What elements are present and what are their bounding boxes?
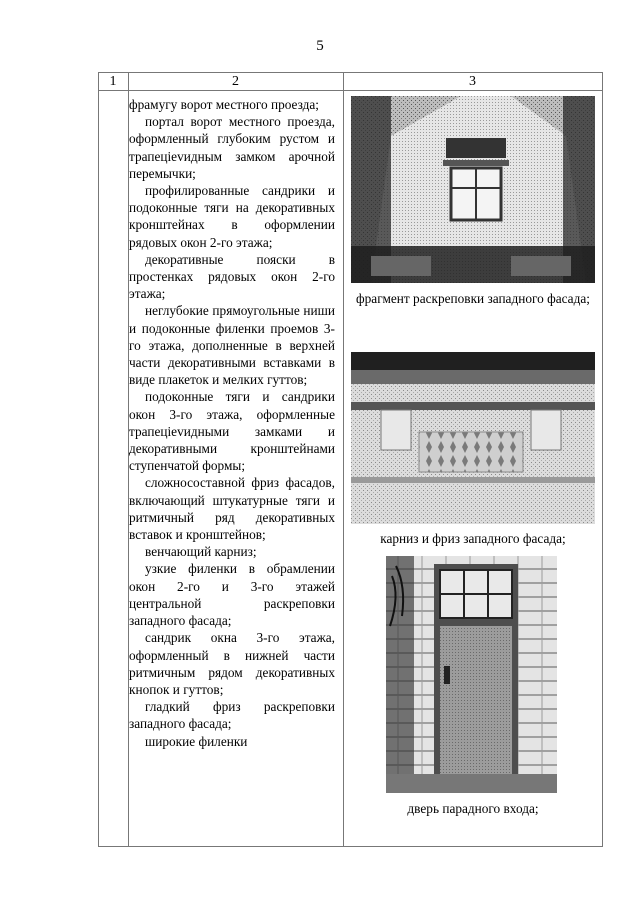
table-header-divider	[98, 90, 603, 91]
description-item: подоконные тяги и сандрики окон 3-го этажа, оформленные трапецievидными замками и декоративными кронштейнами ступенчатой формы;	[129, 389, 335, 474]
description-item: широкие филенки	[145, 733, 248, 749]
photo-caption: карниз и фриз западного фасада;	[380, 531, 566, 546]
header-col-3: 3	[469, 74, 476, 89]
facade-fragment-photo	[351, 96, 595, 283]
description-text	[129, 96, 335, 750]
table-column-divider	[343, 72, 344, 847]
description-item: венчающий карниз;	[145, 544, 257, 560]
photo-caption: дверь парадного входа;	[407, 801, 539, 816]
description-item: фрамугу ворот местного проезда;	[129, 97, 319, 112]
header-col-2: 2	[232, 74, 239, 89]
description-item: декоративные пояски в простенках рядовых окон 2-го этажа;	[129, 251, 335, 302]
header-col-1: 1	[109, 74, 117, 89]
table-border-bottom	[98, 846, 603, 847]
description-item: неглубокие прямоугольные ниши и подоконные филенки проемов 3-го этажа, дополненные в верхней части декоративными вставками в виде плакеток и мелких гуттов;	[129, 303, 335, 388]
cornice-frieze-photo	[351, 342, 595, 524]
description-item: профилированные сандрики и подоконные тяги на декоративных кронштейнах в оформлении рядовых окон 2-го этажа;	[129, 183, 335, 250]
table-border-left	[98, 72, 99, 847]
description-item: сандрик окна 3-го этажа, оформленный в нижней части ритмичным рядом декоративных кнопок и гуттов;	[129, 630, 335, 697]
description-item: портал ворот местного проезда, оформленный глубоким рустом и трапецievидным замком арочной перемычки;	[129, 114, 335, 181]
description-item: гладкий фриз раскреповки западного фасада;	[129, 699, 335, 732]
description-item: сложносоставной фриз фасадов, включающий штукатурные тяги и ритмичный ряд декоративных вставок и кронштейнов;	[129, 475, 335, 543]
page-number: 5	[316, 38, 324, 54]
entrance-door-photo	[386, 556, 557, 793]
photo-caption: фрагмент раскреповки западного фасада;	[356, 291, 590, 306]
table-border-top	[98, 72, 603, 73]
description-item: узкие филенки в обрамлении окон 2-го и 3-го этажей центральной раскреповки западного фасада;	[129, 561, 335, 629]
table-border-right	[602, 72, 603, 847]
